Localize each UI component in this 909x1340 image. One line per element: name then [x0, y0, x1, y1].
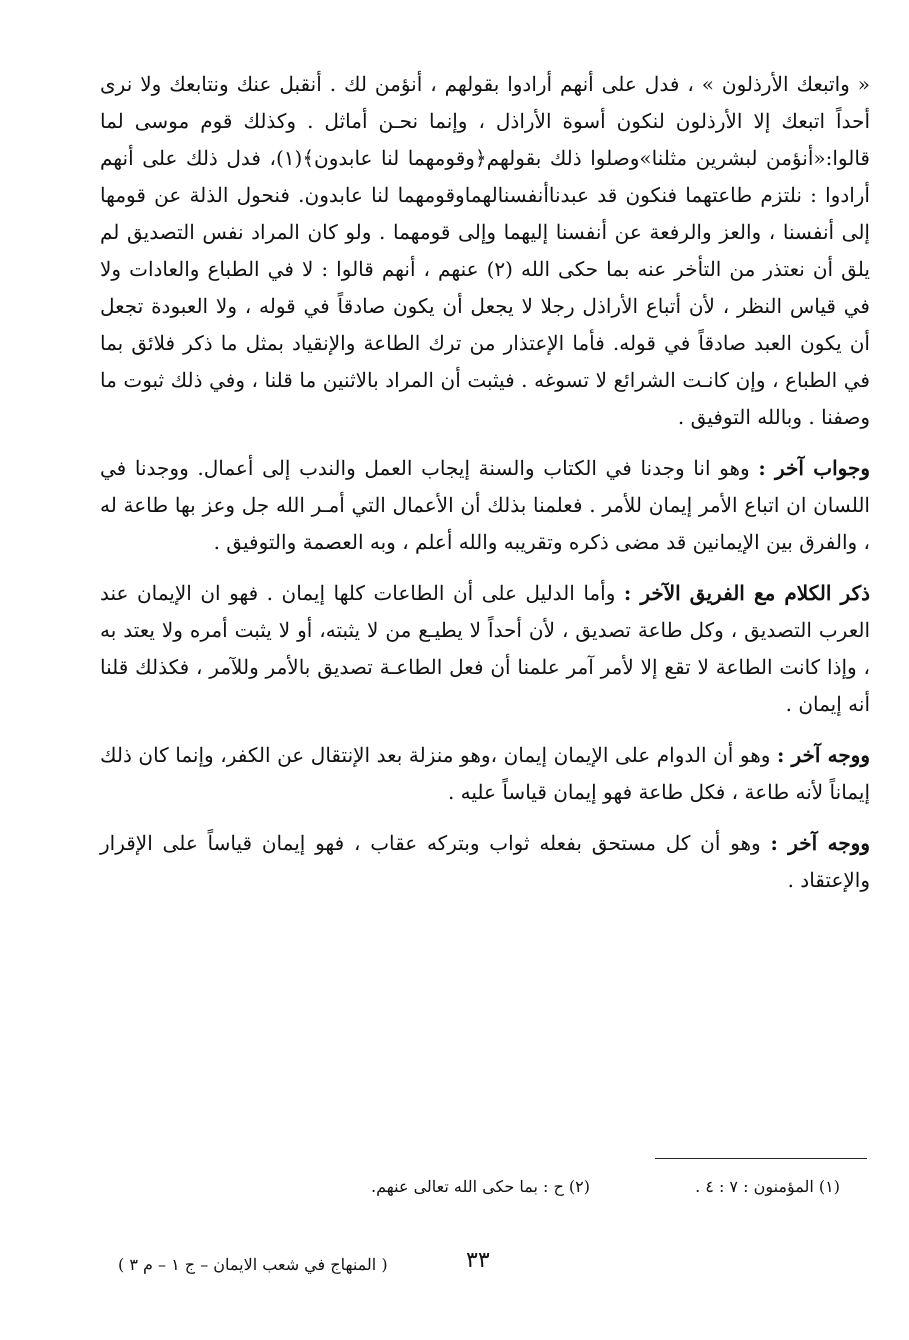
paragraph-4-text: وهو أن الدوام على الإيمان إيمان ،وهو منزلة بعد الإنتقال عن الكفر، وإنما كان ذلك إيماناً لأنه طاعة ، فكل طاعة فهو إيمان قياساً عليه . [100, 743, 870, 804]
paragraph-2-text: وهو انا وجدنا في الكتاب والسنة إيجاب العمل والندب إلى أعمال. ووجدنا في اللسان ان اتباع الأمر إيمان للأمر . فعلمنا بذلك أن الأعمال التي أمـر الله جل وعز بها طاعة له ، والفرق بين الإيمانين قد مضى ذكره وتقريبه والله أعلم ، وبه العصمة والتوفيق . [100, 456, 870, 554]
paragraph-5-lead: ووجه آخر : [770, 831, 870, 855]
paragraph-2-lead: وجواب آخر : [758, 456, 870, 480]
paragraph-3-lead: ذكر الكلام مع الفريق الآخر : [623, 581, 870, 605]
running-footer-title: ( المنهاج في شعب الايمان – ج ١ – م ٣ ) [118, 1255, 388, 1274]
paragraph-4-lead: ووجه آخر : [776, 743, 870, 767]
footnote-2: (٢) ح : بما حكى الله تعالى عنهم. [371, 1177, 590, 1196]
paragraph-2 [100, 450, 870, 561]
paragraph-1-text: « واتبعك الأرذلون » ، فدل على أنهم أرادوا بقولهم ، أنؤمن لك . أنقبل عنك ونتابعك ولا نرى أحداً اتبعك إلا الأرذلون لنكون أسوة الأراذل ، وإنما نحـن أماثل . وكذلك قوم موسى لما قالوا:«أنؤمن لبشرين مثلنا»وصلوا ذلك بقولهم﴿وقومهما لنا عابدون﴾(١)، فدل ذلك على أنهم أرادوا : نلتزم طاعتهما فنكون قد عبدناأنفسنالهماوقومهما لنا عابدون. فنحول الذلة عن قومها إلى أنفسنا ، والعز والرفعة عن أنفسنا إليهما وإلى قومهما . ولو كان المراد نفس التصديق لم يلق أن نعتذر من التأخر عنه بما حكى الله (٢) عنهم ، أنهم قالوا : لا في الطباع والعادات ولا في قياس النظر ، لأن أتباع الأراذل رجلا لا يجعل أن يكون صادقاً في قوله ، ولا العبودة تجعل أن يكون العبد صادقاً في قوله. فأما الإعتذار من ترك الطاعة والإنقياد بمثل ما ذكر فلائق بما في الطباع ، وإن كانـت الشرائع لا تسوغه . فيثبت أن المراد بالاثنين ما قلنا ، وفي ذلك ثبوت ما وصفنا . وبالله التوفيق . [100, 72, 870, 429]
page-number: ٣٣ [466, 1248, 490, 1273]
paragraph-3 [100, 575, 870, 723]
paragraph-5 [100, 825, 870, 899]
paragraph-4 [100, 737, 870, 811]
main-text [100, 66, 870, 899]
footnote-divider [655, 1158, 867, 1159]
paragraph-1 [100, 66, 870, 436]
paragraph-5-text: وهو أن كل مستحق بفعله ثواب وبتركه عقاب ، فهو إيمان قياساً على الإقرار والإعتقاد . [100, 831, 870, 892]
paragraph-3-text: وأما الدليل على أن الطاعات كلها إيمان . فهو ان الإيمان عند العرب التصديق ، وكل طاعة تصديق ، لأن أحداً لا يطيـع من لا يثبته، أو لا يثبت أمره ولا يعتد به ، وإذا كانت الطاعة لا تقع إلا لأمر آمر علمنا أن فعل الطاعـة تصديق بالأمر وللآمر ، فكذلك قلنا أنه إيمان . [100, 581, 870, 716]
footnotes [300, 1172, 840, 1202]
footnote-1: (١) المؤمنون : ٧ : ٤ . [695, 1177, 840, 1196]
